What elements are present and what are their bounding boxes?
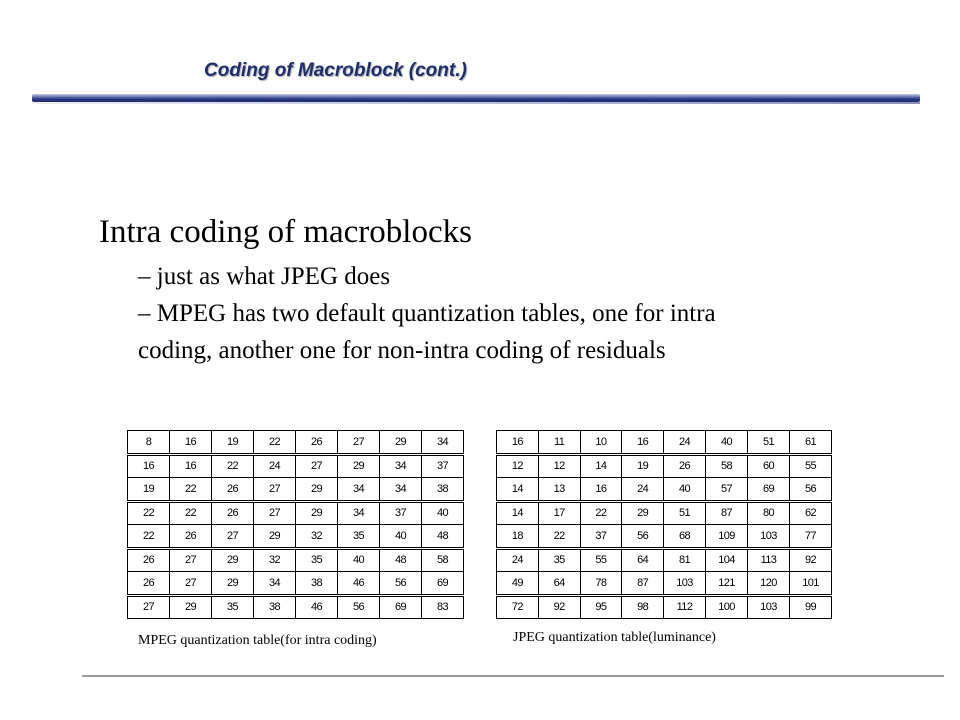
table-cell: 8: [128, 431, 170, 455]
table-cell: 19: [212, 431, 254, 455]
table-cell: 27: [128, 595, 170, 619]
table-cell: 27: [254, 478, 296, 502]
table-cell: 69: [422, 572, 464, 596]
table-cell: 83: [422, 595, 464, 619]
table-cell: 68: [664, 525, 706, 549]
table-cell: 77: [789, 525, 831, 549]
table-row: [128, 431, 464, 455]
table-cell: 22: [580, 501, 622, 525]
table-cell: 16: [622, 431, 664, 455]
table-cell: 24: [497, 548, 539, 572]
table-cell: 37: [422, 454, 464, 478]
table-cell: 35: [338, 525, 380, 549]
table-cell: 112: [664, 595, 706, 619]
table-cell: 56: [380, 572, 422, 596]
table-cell: 40: [664, 478, 706, 502]
table-cell: 34: [380, 478, 422, 502]
table-cell: 109: [705, 525, 747, 549]
table-cell: 62: [789, 501, 831, 525]
slide-title: Coding of Macroblock (cont.): [204, 60, 467, 81]
main-heading: Intra coding of macroblocks: [99, 214, 472, 250]
table-cell: 16: [580, 478, 622, 502]
table-cell: 29: [380, 431, 422, 455]
table-cell: 12: [538, 454, 580, 478]
jpeg-table-caption: JPEG quantization table(luminance): [513, 630, 716, 645]
table-cell: 10: [580, 431, 622, 455]
table-cell: 72: [497, 595, 539, 619]
table-cell: 16: [497, 431, 539, 455]
table-cell: 37: [380, 501, 422, 525]
table-cell: 58: [422, 548, 464, 572]
table-cell: 13: [538, 478, 580, 502]
table-cell: 100: [705, 595, 747, 619]
table-row: [128, 548, 464, 572]
table-cell: 40: [705, 431, 747, 455]
table-cell: 14: [497, 501, 539, 525]
table-cell: 22: [254, 431, 296, 455]
table-cell: 56: [789, 478, 831, 502]
table-cell: 103: [747, 525, 789, 549]
table-cell: 24: [622, 478, 664, 502]
table-cell: 103: [747, 595, 789, 619]
table-cell: 27: [170, 572, 212, 596]
table-cell: 101: [789, 572, 831, 596]
table-row: [497, 572, 832, 596]
table-cell: 29: [296, 478, 338, 502]
table-cell: 26: [212, 501, 254, 525]
table-cell: 57: [705, 478, 747, 502]
table-cell: 32: [296, 525, 338, 549]
footer-divider: [82, 675, 944, 677]
table-cell: 22: [170, 501, 212, 525]
table-cell: 120: [747, 572, 789, 596]
table-cell: 48: [422, 525, 464, 549]
table-cell: 22: [212, 454, 254, 478]
bullet-text-3: coding, another one for non-intra coding of residuals: [138, 337, 666, 364]
table-cell: 29: [212, 548, 254, 572]
table-cell: 56: [338, 595, 380, 619]
table-cell: 24: [664, 431, 706, 455]
table-cell: 38: [422, 478, 464, 502]
table-cell: 40: [380, 525, 422, 549]
table-row: [128, 501, 464, 525]
title-underline-bar: [32, 94, 920, 102]
table-row: [128, 525, 464, 549]
table-cell: 98: [622, 595, 664, 619]
table-cell: 19: [622, 454, 664, 478]
table-cell: 22: [538, 525, 580, 549]
table-cell: 22: [128, 525, 170, 549]
table-cell: 18: [497, 525, 539, 549]
table-cell: 32: [254, 548, 296, 572]
table-cell: 26: [128, 548, 170, 572]
table-cell: 87: [705, 501, 747, 525]
table-cell: 34: [422, 431, 464, 455]
table-cell: 34: [338, 478, 380, 502]
table-cell: 34: [254, 572, 296, 596]
table-cell: 103: [664, 572, 706, 596]
table-cell: 26: [170, 525, 212, 549]
table-cell: 69: [747, 478, 789, 502]
jpeg-quantization-table: [496, 430, 832, 619]
table-cell: 22: [170, 478, 212, 502]
mpeg-quantization-table: [127, 430, 464, 619]
table-cell: 87: [622, 572, 664, 596]
table-row: [497, 454, 832, 478]
table-cell: 11: [538, 431, 580, 455]
bullet-text-2: – MPEG has two default quantization tables, one for intra: [138, 300, 716, 327]
table-cell: 16: [170, 454, 212, 478]
table-cell: 55: [789, 454, 831, 478]
table-cell: 64: [538, 572, 580, 596]
table-cell: 48: [380, 548, 422, 572]
table-cell: 56: [622, 525, 664, 549]
table-row: [497, 595, 832, 619]
table-cell: 22: [128, 501, 170, 525]
mpeg-table-caption: MPEG quantization table(for intra coding): [138, 633, 377, 648]
table-cell: 81: [664, 548, 706, 572]
table-cell: 40: [422, 501, 464, 525]
table-cell: 26: [212, 478, 254, 502]
table-cell: 37: [580, 525, 622, 549]
table-cell: 26: [296, 431, 338, 455]
table-cell: 24: [254, 454, 296, 478]
table-row: [497, 478, 832, 502]
table-cell: 80: [747, 501, 789, 525]
table-cell: 14: [497, 478, 539, 502]
table-cell: 19: [128, 478, 170, 502]
table-cell: 12: [497, 454, 539, 478]
table-cell: 26: [128, 572, 170, 596]
table-row: [497, 548, 832, 572]
table-cell: 113: [747, 548, 789, 572]
table-cell: 14: [580, 454, 622, 478]
table-cell: 16: [128, 454, 170, 478]
table-cell: 34: [338, 501, 380, 525]
table-cell: 51: [747, 431, 789, 455]
table-cell: 27: [212, 525, 254, 549]
table-cell: 26: [664, 454, 706, 478]
table-cell: 58: [705, 454, 747, 478]
bullet-text-1: – just as what JPEG does: [138, 263, 391, 290]
table-cell: 61: [789, 431, 831, 455]
table-cell: 60: [747, 454, 789, 478]
table-cell: 29: [338, 454, 380, 478]
table-cell: 29: [296, 501, 338, 525]
table-cell: 27: [170, 548, 212, 572]
table-cell: 35: [296, 548, 338, 572]
table-cell: 55: [580, 548, 622, 572]
table-cell: 27: [296, 454, 338, 478]
table-cell: 99: [789, 595, 831, 619]
table-cell: 17: [538, 501, 580, 525]
table-cell: 38: [296, 572, 338, 596]
title-underline-shadow: [32, 102, 920, 104]
table-row: [128, 478, 464, 502]
table-cell: 51: [664, 501, 706, 525]
table-cell: 35: [212, 595, 254, 619]
table-cell: 78: [580, 572, 622, 596]
table-cell: 40: [338, 548, 380, 572]
table-row: [497, 431, 832, 455]
table-row: [128, 572, 464, 596]
table-row: [128, 595, 464, 619]
table-cell: 27: [254, 501, 296, 525]
table-cell: 34: [380, 454, 422, 478]
table-cell: 29: [254, 525, 296, 549]
table-cell: 92: [789, 548, 831, 572]
table-cell: 69: [380, 595, 422, 619]
table-row: [128, 454, 464, 478]
table-cell: 46: [338, 572, 380, 596]
table-cell: 49: [497, 572, 539, 596]
table-cell: 29: [622, 501, 664, 525]
table-cell: 92: [538, 595, 580, 619]
table-cell: 95: [580, 595, 622, 619]
table-cell: 104: [705, 548, 747, 572]
table-cell: 46: [296, 595, 338, 619]
table-row: [497, 501, 832, 525]
table-cell: 64: [622, 548, 664, 572]
table-cell: 27: [338, 431, 380, 455]
table-cell: 29: [212, 572, 254, 596]
table-cell: 16: [170, 431, 212, 455]
table-cell: 29: [170, 595, 212, 619]
table-cell: 38: [254, 595, 296, 619]
table-cell: 35: [538, 548, 580, 572]
table-cell: 121: [705, 572, 747, 596]
table-row: [497, 525, 832, 549]
